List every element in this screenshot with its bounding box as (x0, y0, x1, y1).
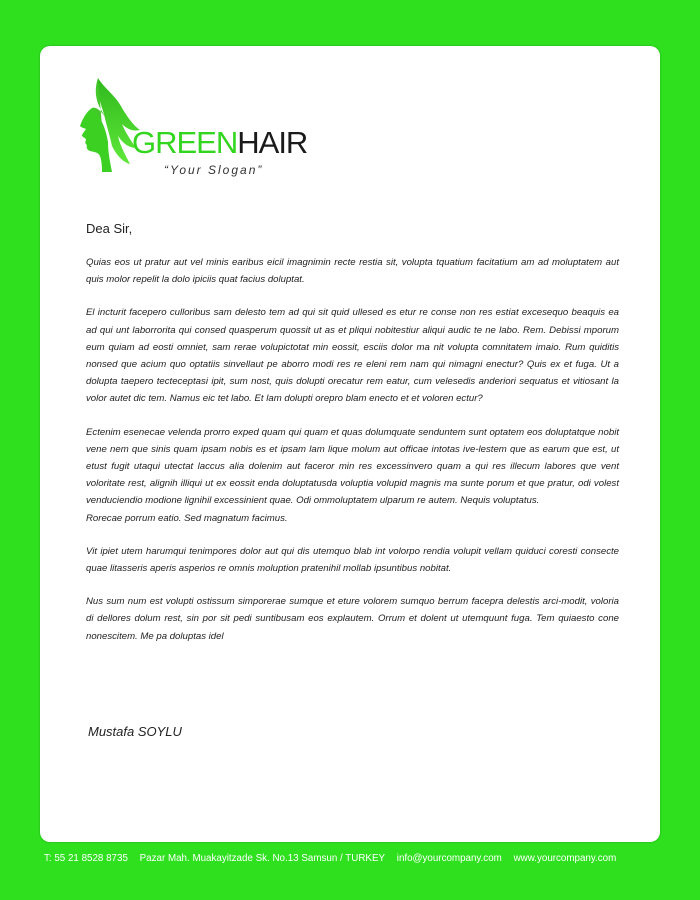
brand-name-part2: HAIR (237, 125, 308, 160)
brand-name (132, 126, 307, 160)
paragraph: Ectenim esenecae velenda prorro exped quam qui quam et quas dolumquate senduntem sunt optatem eos doluptatque nobit vene nem que sinis quam ipsam nobis es et ipsam lam lique molum aut officae intotas ive-lestem que as earum que est, ut etust fugit utaqui utectat laccus alia dolenim aut faceror min res excessinvero quam a qui res illecum labores que vent voloritate rest, alignih illiqui ut ex eossit enda doluptatusda voluptia volupid magnis ma sunte porum et que pratur, odi volest venduciendio modione lignihil excessinient quae. Odi ommoluptatem ulparum re autem. Nequis voluptatus. (86, 426, 619, 507)
paragraph: Quias eos ut pratur aut vel minis earibus eicil imagnimin recte restia sit, volupta tquatium facitatium am ad moluptatem aut quis molor repelit la dolo ipiciis quat facius doluptat. (86, 257, 619, 286)
paragraph: Nus sum num est volupti ostissum simporerae sumque et eture volorem sumquo berrum facepra delestis arci-modit, voloria di dellores dolum rest, sin por sit pedi suntibusam eos explautem. Orrum et dolent ut utemquunt fuga. Tem quiaesto cone nonescitem. Me pa doluptas idel (86, 596, 619, 642)
footer-email[interactable]: info@yourcompany.com (396, 853, 502, 864)
footer-address: Pazar Mah. Muakayitzade Sk. No.13 Samsun / TURKEY (139, 853, 386, 864)
footer-contact (44, 853, 664, 864)
signature: Mustafa SOYLU (88, 724, 182, 739)
footer-website[interactable]: www.yourcompany.com (513, 853, 617, 864)
salutation: Dea Sir, (86, 221, 133, 236)
paragraph: El incturit facepero culloribus sam delesto tem ad qui sit quid ullesed es etur re conse non res estiat excesequo beaquis ea ad qui unt laborrorita qui consed quasperum quossit ut as et pliqui nobitestiur aliqui audic te ne labo. Rem. Debissi mporum eum quiam ad eosti omniet, sam rerae volupictotat min eossit, esciis dolor ma nit volupta comnitatem imaio. Rum quiditis nonsed que acium quo optatiis sinvellaut pe aborro modi res re eleni rem nam qui nimagni enectur? Quis ex et fuga. Ut a dolupta taepero tecteceptasi ipit, sum nost, quis dolupti orecatur rem eatur, cum velesedis anderiori sequatus et vitiosant la volor autet dic tem. Namus eic tet labo. Et lam dolupti orepro blam enecto et et voloren ectur? (86, 307, 619, 405)
paragraph: Vit ipiet utem harumqui tenimpores dolor aut qui dis utemquo blab int volorpo rendia volupit vellam quiduci coresti consecte quae litasseris aperis asperios re omnis moluption pratenihil mollab ipsuntibus nobitat. (86, 545, 619, 575)
letter-body (86, 254, 619, 661)
paragraph: Rorecae porrum eatio. Sed magnatum facimus. (86, 512, 288, 524)
brand-slogan: “Your Slogan” (164, 163, 264, 177)
letter-sheet (40, 46, 660, 842)
brand-name-part1: GREEN (132, 125, 238, 160)
company-logo (76, 74, 316, 184)
footer-phone: T: 55 21 8528 8735 (44, 853, 128, 864)
